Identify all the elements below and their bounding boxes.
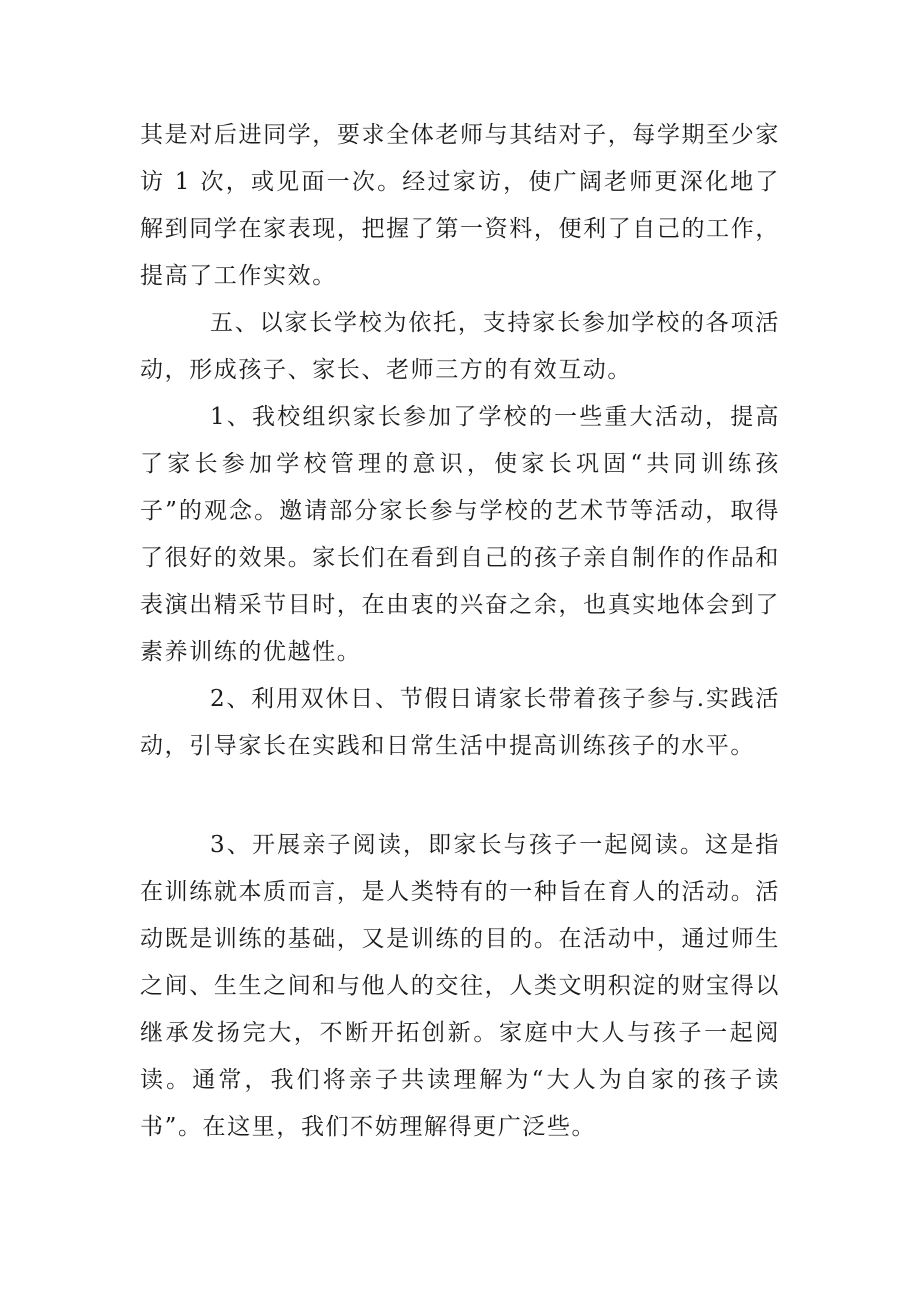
paragraph-home-visit-continuation: 其是对后进同学，要求全体老师与其结对子，每学期至少家访 1 次，或见面一次。经过家访，使广阔老师更深化地了解到同学在家表现，把握了第一资料，便利了自己的工作，提高了工作实效。 <box>140 122 780 289</box>
paragraph-item-1: 1、我校组织家长参加了学校的一些重大活动，提高了家长参加学校管理的意识，使家长巩固“共同训练孩子”的观念。邀请部分家长参与学校的艺术节等活动，取得了很好的效果。家长们在看到自己的孩子亲自制作的作品和表演出精采节目时，在由衷的兴奋之余，也真实地体会到了素养训练的优越性。 <box>140 404 780 665</box>
paragraph-section-five: 五、以家长学校为依托，支持家长参加学校的各项活动，形成孩子、家长、老师三方的有效互动。 <box>140 310 780 383</box>
paragraph-item-3: 3、开展亲子阅读，即家长与孩子一起阅读。这是指在训练就本质而言，是人类特有的一种旨在育人的活动。活动既是训练的基础，又是训练的目的。在活动中，通过师生之间、生生之间和与他人的交往，人类文明积淀的财宝得以继承发扬完大，不断开拓创新。家庭中大人与孩子一起阅读。通常，我们将亲子共读理解为“大人为自家的孩子读书”。在这里，我们不妨理解得更广泛些。 <box>140 832 780 1140</box>
document-body <box>140 112 780 1151</box>
paragraph-item-2: 2、利用双休日、节假日请家长带着孩子参与.实践活动，引导家长在实践和日常生活中提高训练孩子的水平。 <box>140 686 780 759</box>
